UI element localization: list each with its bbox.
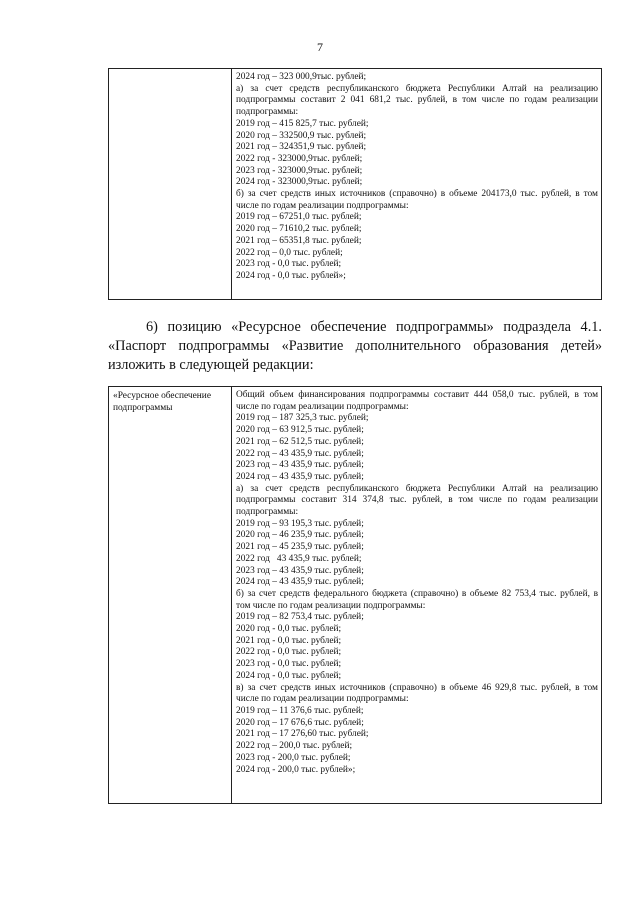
table-line: 2021 год – 65351,8 тыс. рублей; (236, 235, 362, 246)
page-number: 7 (317, 40, 323, 54)
table-line: 2022 год - 0,0 тыс. рублей; (236, 647, 342, 658)
table-content-cell (232, 69, 602, 300)
table-line: 2021 год - 0,0 тыс. рублей; (236, 635, 342, 646)
table-line: 2024 год - 0,0 тыс. рублей»; (236, 270, 346, 281)
table-line: 2019 год – 415 825,7 тыс. рублей; (236, 118, 369, 129)
table-line: 2021 год – 45 235,9 тыс. рублей; (236, 542, 364, 553)
table-line: 2020 год – 46 235,9 тыс. рублей; (236, 530, 364, 541)
table-line: 2019 год – 67251,0 тыс. рублей; (236, 212, 362, 223)
table-line: 2024 год – 43 435,9 тыс. рублей; (236, 471, 364, 482)
table-line: 2020 год – 332500,9 тыс. рублей; (236, 130, 367, 141)
table-line: б) за счет средств иных источников (справочно) в объеме 204173,0 тыс. рублей, в том числе по годам реализации подпрограммы: (236, 189, 598, 211)
table-label-cell (109, 69, 232, 300)
funding-table-new (108, 386, 602, 804)
table-line: 2020 год - 0,0 тыс. рублей; (236, 624, 342, 635)
table-line: 2024 год – 43 435,9 тыс. рублей; (236, 577, 364, 588)
table-label-cell: «Ресурсное обеспечение подпрограммы (109, 387, 232, 804)
funding-table-continued (108, 68, 602, 300)
table-line: 2024 год – 323 000,9тыс. рублей; (236, 72, 367, 82)
table-line: 2022 год – 200,0 тыс. рублей; (236, 741, 353, 752)
table-line: 2021 год – 17 276,60 тыс. рублей; (236, 729, 369, 740)
amendment-paragraph (108, 318, 602, 375)
table-line: 2019 год – 11 376,6 тыс. рублей; (236, 705, 364, 716)
table-line: 2023 год - 200,0 тыс. рублей; (236, 752, 351, 763)
table-line: 2019 год – 82 753,4 тыс. рублей; (236, 612, 364, 623)
table-line: 2022 год – 43 435,9 тыс. рублей; (236, 448, 364, 459)
table-line: 2023 год - 0,0 тыс. рублей; (236, 259, 342, 270)
paragraph-line: 6) позицию «Ресурсное обеспечение подпрограммы» подраздела 4.1. (146, 319, 602, 335)
paragraph-line: «Паспорт подпрограммы «Развитие дополнительного образования детей» (108, 338, 602, 354)
table-line: 2022 год 43 435,9 тыс. рублей; (236, 553, 362, 564)
table-line: 2023 год – 43 435,9 тыс. рублей; (236, 565, 364, 576)
table-line: 2019 год – 187 325,3 тыс. рублей; (236, 413, 369, 424)
table-line: 2022 год - 323000,9тыс. рублей; (236, 153, 363, 164)
table-line: б) за счет средств федерального бюджета (справочно) в объеме 82 753,4 тыс. рублей, в том числе по годам реализации подпрограммы: (236, 588, 598, 611)
table-line: 2024 год - 323000,9тыс. рублей; (236, 177, 363, 188)
table-line: а) за счет средств республиканского бюджета Республики Алтай на реализацию подпрограммы составит 314 374,8 тыс. рублей, в том числе по годам реализации подпрограммы: (236, 483, 598, 518)
table-line: 2023 год - 0,0 тыс. рублей; (236, 659, 342, 670)
table-line: 2021 год – 62 512,5 тыс. рублей; (236, 436, 364, 447)
table-line: Общий объем финансирования подпрограммы составит 444 058,0 тыс. рублей, в том числе по годам реализации подпрограммы: (236, 390, 598, 412)
paragraph-line: изложить в следующей редакции: (108, 357, 314, 373)
table-line: 2021 год – 324351,9 тыс. рублей; (236, 142, 367, 153)
table-line: 2023 год - 323000,9тыс. рублей; (236, 165, 363, 176)
table-content-cell (232, 387, 602, 804)
table-line: 2023 год – 43 435,9 тыс. рублей; (236, 460, 364, 471)
table-line: а) за счет средств республиканского бюджета Республики Алтай на реализацию подпрограммы составит 2 041 681,2 тыс. рублей, в том числе по годам реализации подпрограммы: (236, 83, 598, 118)
table-line: 2024 год - 0,0 тыс. рублей; (236, 670, 342, 681)
table-line: 2020 год – 63 912,5 тыс. рублей; (236, 425, 364, 436)
table-line: 2019 год – 93 195,3 тыс. рублей; (236, 518, 364, 529)
table-line: 2024 год - 200,0 тыс. рублей»; (236, 764, 356, 775)
table-line: 2022 год – 0,0 тыс. рублей; (236, 247, 343, 258)
table-line: в) за счет средств иных источников (справочно) в объеме 46 929,8 тыс. рублей, в том числе по годам реализации подпрограммы: (236, 682, 598, 705)
table-line: 2020 год – 71610,2 тыс. рублей; (236, 224, 362, 235)
table-line: 2020 год – 17 676,6 тыс. рублей; (236, 717, 364, 728)
